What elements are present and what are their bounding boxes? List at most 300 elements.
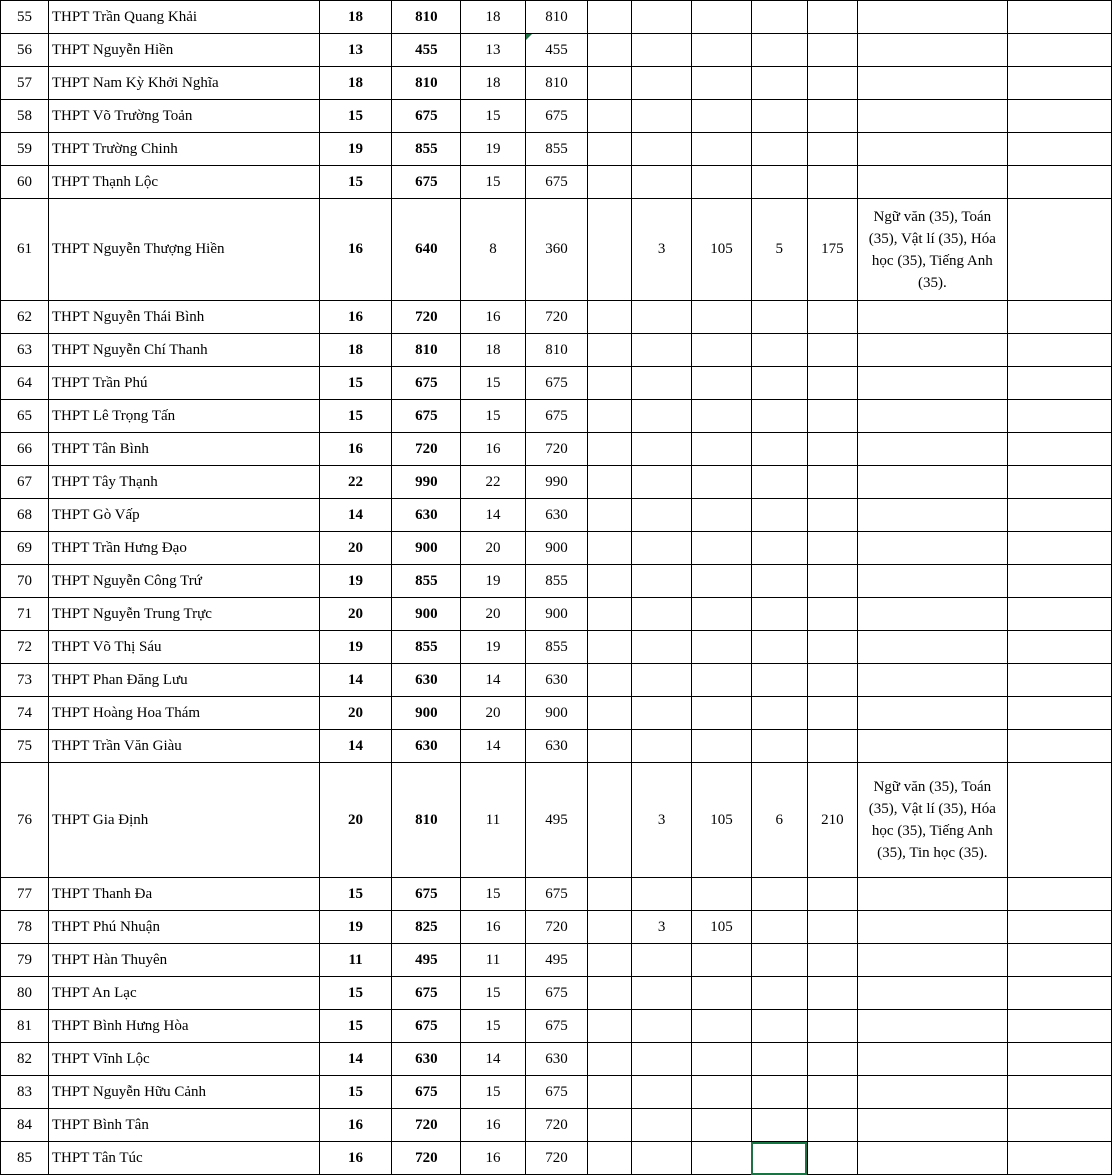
row-number-cell[interactable]: 80 xyxy=(1,977,49,1010)
students-regular-cell[interactable]: 675 xyxy=(525,878,587,911)
school-name-cell[interactable]: THPT Hoàng Hoa Thám xyxy=(48,697,319,730)
classes-col-6-cell[interactable] xyxy=(631,334,691,367)
classes-total-cell[interactable]: 15 xyxy=(319,100,392,133)
classes-total-cell[interactable]: 20 xyxy=(319,532,392,565)
classes-col-8-cell[interactable] xyxy=(751,598,807,631)
classes-total-cell[interactable]: 11 xyxy=(319,944,392,977)
subjects-note-cell[interactable] xyxy=(857,1109,1007,1142)
empty-cell[interactable] xyxy=(588,1043,632,1076)
students-regular-cell[interactable]: 720 xyxy=(525,1142,587,1175)
classes-total-cell[interactable]: 15 xyxy=(319,878,392,911)
classes-col-8-cell[interactable] xyxy=(751,911,807,944)
classes-total-cell[interactable]: 22 xyxy=(319,466,392,499)
classes-col-8-cell[interactable] xyxy=(751,166,807,199)
students-total-cell[interactable]: 825 xyxy=(392,911,461,944)
classes-col-8-cell[interactable] xyxy=(751,334,807,367)
students-total-cell[interactable]: 675 xyxy=(392,367,461,400)
subjects-note-cell[interactable] xyxy=(857,1076,1007,1109)
subjects-note-cell[interactable] xyxy=(857,1,1007,34)
classes-total-cell[interactable]: 15 xyxy=(319,367,392,400)
students-col-7-cell[interactable]: 105 xyxy=(692,911,751,944)
classes-total-cell[interactable]: 15 xyxy=(319,1076,392,1109)
empty-cell[interactable] xyxy=(1007,499,1111,532)
subjects-note-cell[interactable] xyxy=(857,133,1007,166)
classes-col-6-cell[interactable] xyxy=(631,67,691,100)
classes-regular-cell[interactable]: 18 xyxy=(461,334,526,367)
classes-regular-cell[interactable]: 18 xyxy=(461,1,526,34)
empty-cell[interactable] xyxy=(588,100,632,133)
school-name-cell[interactable]: THPT Bình Hưng Hòa xyxy=(48,1010,319,1043)
students-col-9-cell[interactable] xyxy=(807,664,857,697)
classes-regular-cell[interactable]: 15 xyxy=(461,166,526,199)
row-number-cell[interactable]: 57 xyxy=(1,67,49,100)
students-total-cell[interactable]: 720 xyxy=(392,433,461,466)
empty-cell[interactable] xyxy=(588,1010,632,1043)
students-regular-cell[interactable]: 855 xyxy=(525,631,587,664)
school-name-cell[interactable]: THPT Vĩnh Lộc xyxy=(48,1043,319,1076)
empty-cell[interactable] xyxy=(588,466,632,499)
students-col-9-cell[interactable] xyxy=(807,67,857,100)
students-col-9-cell[interactable] xyxy=(807,100,857,133)
empty-cell[interactable] xyxy=(588,631,632,664)
school-name-cell[interactable]: THPT Bình Tân xyxy=(48,1109,319,1142)
students-total-cell[interactable]: 630 xyxy=(392,499,461,532)
classes-regular-cell[interactable]: 16 xyxy=(461,433,526,466)
empty-cell[interactable] xyxy=(1007,565,1111,598)
classes-col-8-cell[interactable] xyxy=(751,532,807,565)
row-number-cell[interactable]: 64 xyxy=(1,367,49,400)
students-regular-cell[interactable]: 900 xyxy=(525,532,587,565)
classes-col-6-cell[interactable]: 3 xyxy=(631,763,691,878)
empty-cell[interactable] xyxy=(1007,1109,1111,1142)
empty-cell[interactable] xyxy=(588,166,632,199)
classes-col-6-cell[interactable] xyxy=(631,565,691,598)
classes-regular-cell[interactable]: 15 xyxy=(461,977,526,1010)
classes-total-cell[interactable]: 13 xyxy=(319,34,392,67)
classes-col-8-cell[interactable] xyxy=(751,944,807,977)
classes-col-8-cell[interactable] xyxy=(751,1142,807,1175)
classes-col-6-cell[interactable] xyxy=(631,1043,691,1076)
row-number-cell[interactable]: 70 xyxy=(1,565,49,598)
school-name-cell[interactable]: THPT Nguyễn Công Trứ xyxy=(48,565,319,598)
classes-col-6-cell[interactable] xyxy=(631,697,691,730)
students-col-7-cell[interactable] xyxy=(692,499,751,532)
classes-regular-cell[interactable]: 15 xyxy=(461,1076,526,1109)
students-total-cell[interactable]: 810 xyxy=(392,67,461,100)
classes-regular-cell[interactable]: 16 xyxy=(461,1142,526,1175)
students-total-cell[interactable]: 630 xyxy=(392,1043,461,1076)
students-regular-cell[interactable]: 675 xyxy=(525,1076,587,1109)
students-regular-cell[interactable]: 360 xyxy=(525,199,587,301)
classes-col-8-cell[interactable] xyxy=(751,730,807,763)
subjects-note-cell[interactable] xyxy=(857,532,1007,565)
students-regular-cell[interactable]: 720 xyxy=(525,433,587,466)
students-regular-cell[interactable]: 990 xyxy=(525,466,587,499)
students-total-cell[interactable]: 855 xyxy=(392,631,461,664)
students-regular-cell[interactable]: 630 xyxy=(525,664,587,697)
students-total-cell[interactable]: 455 xyxy=(392,34,461,67)
classes-col-8-cell[interactable] xyxy=(751,301,807,334)
classes-regular-cell[interactable]: 20 xyxy=(461,598,526,631)
classes-total-cell[interactable]: 16 xyxy=(319,301,392,334)
students-col-7-cell[interactable] xyxy=(692,1043,751,1076)
classes-col-8-cell[interactable] xyxy=(751,1010,807,1043)
students-total-cell[interactable]: 630 xyxy=(392,664,461,697)
empty-cell[interactable] xyxy=(1007,1142,1111,1175)
row-number-cell[interactable]: 73 xyxy=(1,664,49,697)
row-number-cell[interactable]: 71 xyxy=(1,598,49,631)
subjects-note-cell[interactable] xyxy=(857,499,1007,532)
students-col-7-cell[interactable] xyxy=(692,100,751,133)
classes-total-cell[interactable]: 16 xyxy=(319,199,392,301)
classes-regular-cell[interactable]: 13 xyxy=(461,34,526,67)
students-col-9-cell[interactable] xyxy=(807,400,857,433)
row-number-cell[interactable]: 55 xyxy=(1,1,49,34)
school-name-cell[interactable]: THPT Lê Trọng Tấn xyxy=(48,400,319,433)
row-number-cell[interactable]: 72 xyxy=(1,631,49,664)
classes-col-8-cell[interactable] xyxy=(751,133,807,166)
students-col-9-cell[interactable] xyxy=(807,301,857,334)
empty-cell[interactable] xyxy=(588,1109,632,1142)
empty-cell[interactable] xyxy=(1007,730,1111,763)
row-number-cell[interactable]: 81 xyxy=(1,1010,49,1043)
students-regular-cell[interactable]: 675 xyxy=(525,1010,587,1043)
classes-total-cell[interactable]: 20 xyxy=(319,763,392,878)
empty-cell[interactable] xyxy=(1007,466,1111,499)
students-col-9-cell[interactable] xyxy=(807,911,857,944)
empty-cell[interactable] xyxy=(588,133,632,166)
subjects-note-cell[interactable]: Ngữ văn (35), Toán (35), Vật lí (35), Hóa học (35), Tiếng Anh (35). xyxy=(857,199,1007,301)
students-regular-cell[interactable]: 495 xyxy=(525,763,587,878)
empty-cell[interactable] xyxy=(1007,697,1111,730)
row-number-cell[interactable]: 79 xyxy=(1,944,49,977)
students-col-9-cell[interactable] xyxy=(807,977,857,1010)
classes-col-6-cell[interactable] xyxy=(631,34,691,67)
classes-col-6-cell[interactable] xyxy=(631,664,691,697)
students-col-7-cell[interactable] xyxy=(692,944,751,977)
students-col-7-cell[interactable] xyxy=(692,697,751,730)
students-col-7-cell[interactable] xyxy=(692,67,751,100)
empty-cell[interactable] xyxy=(588,1076,632,1109)
empty-cell[interactable] xyxy=(1007,166,1111,199)
students-col-9-cell[interactable] xyxy=(807,1142,857,1175)
students-total-cell[interactable]: 720 xyxy=(392,1109,461,1142)
classes-col-6-cell[interactable] xyxy=(631,466,691,499)
students-regular-cell[interactable]: 855 xyxy=(525,565,587,598)
row-number-cell[interactable]: 83 xyxy=(1,1076,49,1109)
students-total-cell[interactable]: 675 xyxy=(392,400,461,433)
classes-col-8-cell[interactable] xyxy=(751,100,807,133)
students-total-cell[interactable]: 900 xyxy=(392,532,461,565)
subjects-note-cell[interactable]: Ngữ văn (35), Toán (35), Vật lí (35), Hóa học (35), Tiếng Anh (35), Tin học (35). xyxy=(857,763,1007,878)
classes-regular-cell[interactable]: 16 xyxy=(461,911,526,944)
students-total-cell[interactable]: 810 xyxy=(392,1,461,34)
empty-cell[interactable] xyxy=(1007,878,1111,911)
classes-regular-cell[interactable]: 19 xyxy=(461,565,526,598)
students-col-7-cell[interactable] xyxy=(692,1142,751,1175)
school-name-cell[interactable]: THPT Phan Đăng Lưu xyxy=(48,664,319,697)
classes-col-6-cell[interactable] xyxy=(631,598,691,631)
students-col-9-cell[interactable] xyxy=(807,133,857,166)
subjects-note-cell[interactable] xyxy=(857,1142,1007,1175)
classes-col-8-cell[interactable] xyxy=(751,697,807,730)
classes-col-8-cell[interactable] xyxy=(751,34,807,67)
students-regular-cell[interactable]: 630 xyxy=(525,499,587,532)
subjects-note-cell[interactable] xyxy=(857,67,1007,100)
school-name-cell[interactable]: THPT Thanh Đa xyxy=(48,878,319,911)
classes-col-6-cell[interactable] xyxy=(631,367,691,400)
subjects-note-cell[interactable] xyxy=(857,977,1007,1010)
students-col-7-cell[interactable] xyxy=(692,1109,751,1142)
classes-col-6-cell[interactable]: 3 xyxy=(631,911,691,944)
classes-col-8-cell[interactable] xyxy=(751,1076,807,1109)
students-regular-cell[interactable]: 630 xyxy=(525,1043,587,1076)
empty-cell[interactable] xyxy=(1007,911,1111,944)
classes-col-8-cell[interactable] xyxy=(751,1109,807,1142)
classes-regular-cell[interactable]: 8 xyxy=(461,199,526,301)
students-total-cell[interactable]: 640 xyxy=(392,199,461,301)
empty-cell[interactable] xyxy=(588,944,632,977)
classes-col-8-cell[interactable] xyxy=(751,1043,807,1076)
row-number-cell[interactable]: 76 xyxy=(1,763,49,878)
school-name-cell[interactable]: THPT Võ Thị Sáu xyxy=(48,631,319,664)
empty-cell[interactable] xyxy=(1007,1,1111,34)
row-number-cell[interactable]: 77 xyxy=(1,878,49,911)
subjects-note-cell[interactable] xyxy=(857,730,1007,763)
empty-cell[interactable] xyxy=(1007,532,1111,565)
row-number-cell[interactable]: 60 xyxy=(1,166,49,199)
classes-col-8-cell[interactable]: 5 xyxy=(751,199,807,301)
empty-cell[interactable] xyxy=(588,433,632,466)
students-total-cell[interactable]: 675 xyxy=(392,878,461,911)
classes-col-6-cell[interactable] xyxy=(631,1076,691,1109)
classes-regular-cell[interactable]: 20 xyxy=(461,532,526,565)
school-name-cell[interactable]: THPT Trần Hưng Đạo xyxy=(48,532,319,565)
classes-total-cell[interactable]: 14 xyxy=(319,664,392,697)
empty-cell[interactable] xyxy=(1007,944,1111,977)
students-col-9-cell[interactable] xyxy=(807,334,857,367)
students-col-7-cell[interactable] xyxy=(692,598,751,631)
students-regular-cell[interactable]: 900 xyxy=(525,598,587,631)
classes-col-6-cell[interactable] xyxy=(631,977,691,1010)
row-number-cell[interactable]: 68 xyxy=(1,499,49,532)
empty-cell[interactable] xyxy=(1007,977,1111,1010)
students-col-9-cell[interactable] xyxy=(807,631,857,664)
students-regular-cell[interactable]: 810 xyxy=(525,1,587,34)
classes-total-cell[interactable]: 19 xyxy=(319,631,392,664)
empty-cell[interactable] xyxy=(1007,664,1111,697)
students-regular-cell[interactable]: 720 xyxy=(525,911,587,944)
students-col-9-cell[interactable] xyxy=(807,730,857,763)
classes-col-6-cell[interactable] xyxy=(631,400,691,433)
school-name-cell[interactable]: THPT Trần Phú xyxy=(48,367,319,400)
students-col-9-cell[interactable] xyxy=(807,1076,857,1109)
students-col-9-cell[interactable]: 210 xyxy=(807,763,857,878)
subjects-note-cell[interactable] xyxy=(857,697,1007,730)
empty-cell[interactable] xyxy=(588,878,632,911)
students-regular-cell[interactable]: 720 xyxy=(525,301,587,334)
classes-col-6-cell[interactable] xyxy=(631,878,691,911)
empty-cell[interactable] xyxy=(588,730,632,763)
classes-regular-cell[interactable]: 11 xyxy=(461,763,526,878)
students-col-7-cell[interactable] xyxy=(692,400,751,433)
empty-cell[interactable] xyxy=(1007,763,1111,878)
row-number-cell[interactable]: 84 xyxy=(1,1109,49,1142)
students-col-7-cell[interactable] xyxy=(692,878,751,911)
classes-regular-cell[interactable]: 14 xyxy=(461,1043,526,1076)
row-number-cell[interactable]: 59 xyxy=(1,133,49,166)
classes-regular-cell[interactable]: 14 xyxy=(461,730,526,763)
students-col-9-cell[interactable] xyxy=(807,466,857,499)
school-name-cell[interactable]: THPT Tân Túc xyxy=(48,1142,319,1175)
classes-regular-cell[interactable]: 15 xyxy=(461,1010,526,1043)
students-total-cell[interactable]: 630 xyxy=(392,730,461,763)
classes-col-8-cell[interactable] xyxy=(751,1,807,34)
classes-col-6-cell[interactable] xyxy=(631,730,691,763)
classes-col-8-cell[interactable]: 6 xyxy=(751,763,807,878)
classes-regular-cell[interactable]: 18 xyxy=(461,67,526,100)
empty-cell[interactable] xyxy=(588,499,632,532)
students-col-7-cell[interactable] xyxy=(692,433,751,466)
row-number-cell[interactable]: 66 xyxy=(1,433,49,466)
classes-total-cell[interactable]: 14 xyxy=(319,1043,392,1076)
students-col-9-cell[interactable] xyxy=(807,697,857,730)
classes-col-6-cell[interactable] xyxy=(631,1,691,34)
classes-total-cell[interactable]: 16 xyxy=(319,1109,392,1142)
classes-total-cell[interactable]: 14 xyxy=(319,730,392,763)
students-regular-cell[interactable]: 675 xyxy=(525,166,587,199)
classes-regular-cell[interactable]: 22 xyxy=(461,466,526,499)
students-total-cell[interactable]: 810 xyxy=(392,763,461,878)
classes-regular-cell[interactable]: 11 xyxy=(461,944,526,977)
students-col-9-cell[interactable] xyxy=(807,598,857,631)
students-col-9-cell[interactable] xyxy=(807,1109,857,1142)
empty-cell[interactable] xyxy=(588,301,632,334)
school-name-cell[interactable]: THPT An Lạc xyxy=(48,977,319,1010)
classes-total-cell[interactable]: 19 xyxy=(319,565,392,598)
empty-cell[interactable] xyxy=(1007,598,1111,631)
classes-total-cell[interactable]: 20 xyxy=(319,697,392,730)
students-total-cell[interactable]: 900 xyxy=(392,697,461,730)
subjects-note-cell[interactable] xyxy=(857,433,1007,466)
students-regular-cell[interactable]: 675 xyxy=(525,400,587,433)
empty-cell[interactable] xyxy=(588,532,632,565)
subjects-note-cell[interactable] xyxy=(857,301,1007,334)
students-regular-cell[interactable]: 810 xyxy=(525,67,587,100)
classes-col-6-cell[interactable] xyxy=(631,631,691,664)
students-total-cell[interactable]: 495 xyxy=(392,944,461,977)
classes-total-cell[interactable]: 15 xyxy=(319,166,392,199)
students-total-cell[interactable]: 855 xyxy=(392,565,461,598)
row-number-cell[interactable]: 61 xyxy=(1,199,49,301)
classes-total-cell[interactable]: 15 xyxy=(319,977,392,1010)
students-col-7-cell[interactable]: 105 xyxy=(692,199,751,301)
classes-total-cell[interactable]: 15 xyxy=(319,1010,392,1043)
classes-col-6-cell[interactable] xyxy=(631,499,691,532)
subjects-note-cell[interactable] xyxy=(857,944,1007,977)
classes-total-cell[interactable]: 14 xyxy=(319,499,392,532)
classes-total-cell[interactable]: 16 xyxy=(319,433,392,466)
empty-cell[interactable] xyxy=(588,1,632,34)
school-name-cell[interactable]: THPT Tây Thạnh xyxy=(48,466,319,499)
classes-regular-cell[interactable]: 16 xyxy=(461,301,526,334)
students-regular-cell[interactable]: 455 xyxy=(525,34,587,67)
students-total-cell[interactable]: 855 xyxy=(392,133,461,166)
empty-cell[interactable] xyxy=(1007,433,1111,466)
students-regular-cell[interactable]: 720 xyxy=(525,1109,587,1142)
students-regular-cell[interactable]: 810 xyxy=(525,334,587,367)
empty-cell[interactable] xyxy=(1007,400,1111,433)
subjects-note-cell[interactable] xyxy=(857,1043,1007,1076)
empty-cell[interactable] xyxy=(588,565,632,598)
students-col-9-cell[interactable] xyxy=(807,1010,857,1043)
classes-col-8-cell[interactable] xyxy=(751,565,807,598)
classes-total-cell[interactable]: 19 xyxy=(319,133,392,166)
classes-regular-cell[interactable]: 19 xyxy=(461,133,526,166)
row-number-cell[interactable]: 67 xyxy=(1,466,49,499)
classes-regular-cell[interactable]: 20 xyxy=(461,697,526,730)
students-col-7-cell[interactable] xyxy=(692,367,751,400)
school-name-cell[interactable]: THPT Phú Nhuận xyxy=(48,911,319,944)
school-name-cell[interactable]: THPT Võ Trường Toản xyxy=(48,100,319,133)
classes-col-6-cell[interactable] xyxy=(631,166,691,199)
school-name-cell[interactable]: THPT Nguyễn Trung Trực xyxy=(48,598,319,631)
classes-col-8-cell[interactable] xyxy=(751,367,807,400)
classes-col-8-cell[interactable] xyxy=(751,977,807,1010)
empty-cell[interactable] xyxy=(1007,631,1111,664)
classes-total-cell[interactable]: 20 xyxy=(319,598,392,631)
school-name-cell[interactable]: THPT Tân Bình xyxy=(48,433,319,466)
school-name-cell[interactable]: THPT Trường Chinh xyxy=(48,133,319,166)
classes-total-cell[interactable]: 18 xyxy=(319,334,392,367)
classes-col-6-cell[interactable] xyxy=(631,1109,691,1142)
row-number-cell[interactable]: 58 xyxy=(1,100,49,133)
students-total-cell[interactable]: 675 xyxy=(392,977,461,1010)
students-col-9-cell[interactable] xyxy=(807,878,857,911)
subjects-note-cell[interactable] xyxy=(857,911,1007,944)
students-col-7-cell[interactable] xyxy=(692,166,751,199)
students-regular-cell[interactable]: 630 xyxy=(525,730,587,763)
classes-col-8-cell[interactable] xyxy=(751,466,807,499)
students-col-9-cell[interactable] xyxy=(807,944,857,977)
students-col-7-cell[interactable] xyxy=(692,977,751,1010)
subjects-note-cell[interactable] xyxy=(857,367,1007,400)
students-col-9-cell[interactable] xyxy=(807,1,857,34)
school-name-cell[interactable]: THPT Nguyễn Hữu Cảnh xyxy=(48,1076,319,1109)
students-col-9-cell[interactable] xyxy=(807,532,857,565)
row-number-cell[interactable]: 82 xyxy=(1,1043,49,1076)
subjects-note-cell[interactable] xyxy=(857,631,1007,664)
school-name-cell[interactable]: THPT Hàn Thuyên xyxy=(48,944,319,977)
empty-cell[interactable] xyxy=(588,367,632,400)
students-total-cell[interactable]: 675 xyxy=(392,166,461,199)
classes-regular-cell[interactable]: 19 xyxy=(461,631,526,664)
row-number-cell[interactable]: 62 xyxy=(1,301,49,334)
classes-col-8-cell[interactable] xyxy=(751,433,807,466)
students-col-7-cell[interactable] xyxy=(692,565,751,598)
school-name-cell[interactable]: THPT Nguyễn Hiền xyxy=(48,34,319,67)
students-col-7-cell[interactable] xyxy=(692,334,751,367)
students-col-7-cell[interactable] xyxy=(692,532,751,565)
students-total-cell[interactable]: 810 xyxy=(392,334,461,367)
classes-col-6-cell[interactable] xyxy=(631,433,691,466)
students-col-9-cell[interactable] xyxy=(807,1043,857,1076)
classes-col-6-cell[interactable] xyxy=(631,1142,691,1175)
students-col-9-cell[interactable] xyxy=(807,166,857,199)
empty-cell[interactable] xyxy=(588,911,632,944)
subjects-note-cell[interactable] xyxy=(857,1010,1007,1043)
subjects-note-cell[interactable] xyxy=(857,166,1007,199)
